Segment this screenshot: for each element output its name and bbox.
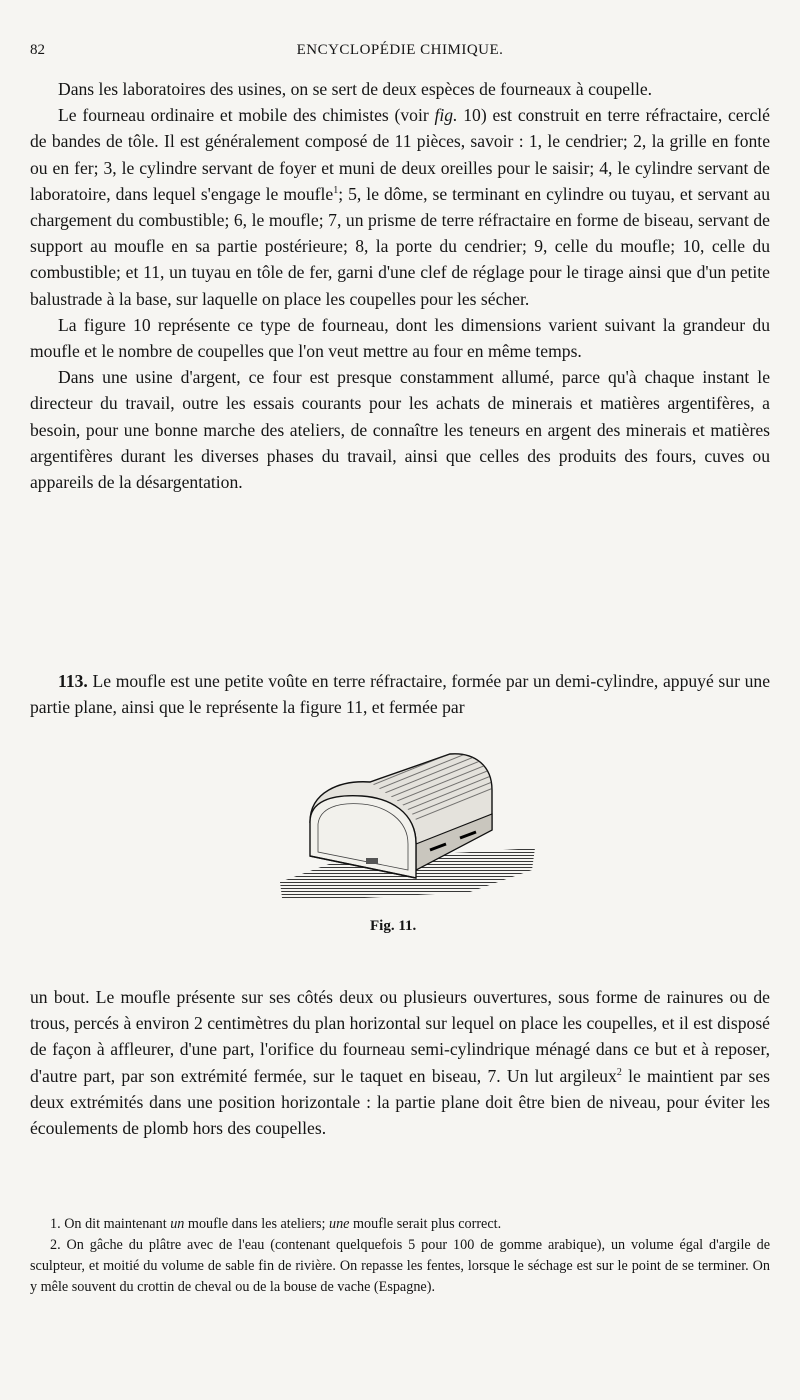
text-block-top xyxy=(30,76,770,495)
footnote-2: 2. On gâche du plâtre avec de l'eau (contenant quelquefois 5 pour 100 de gomme arabique), un volume égal d'argile de sculpteur, et moitié du volume de sable fin de rivière. On repasse les fentes, lorsque le séchage est sur le point de se terminer. On y mêle souvent du crottin de cheval ou de la bouse de vache (Espagne). xyxy=(30,1237,770,1295)
paragraph-1: Dans les laboratoires des usines, on se sert de deux espèces de fourneaux à coupelle. xyxy=(58,79,653,99)
fig-reference: fig. xyxy=(434,105,458,126)
figure-caption: Fig. 11. xyxy=(370,918,417,934)
muffle-figure xyxy=(270,752,540,912)
footnotes xyxy=(30,1214,770,1298)
paragraph-5: 113. Le moufle est une petite voûte en terre réfractaire, formée par un demi-cylindre, appuyé sur une partie plane, ainsi que le représente la figure 11, et fermée par xyxy=(30,671,770,718)
running-title: ENCYCLOPÉDIE CHIMIQUE. xyxy=(296,42,504,58)
footnote-ref-2: 2 xyxy=(616,1066,622,1078)
paragraph-6: un bout. Le moufle présente sur ses côtés deux ou plusieurs ouvertures, sous forme de rainures ou de trous, percés à environ 2 centimètres du plan horizontal sur lequel on place les coupelles, et il est disposé de façon à affleurer, d'une part, l'orifice du fourneau semi-cylindrique ménagé dans ce but et à reposer, d'autre part, par son extrémité fermée, sur le taquet en biseau, 7. Un lut argileux$^2$ le maintient par ses deux extrémités dans une position horizontale : la partie plane doit être bien de niveau, pour éviter les écoulements de plomb hors des coupelles. xyxy=(30,987,770,1139)
paragraph-4: Dans une usine d'argent, ce four est presque constamment allumé, parce qu'à chaque instant le directeur du travail, outre les essais courants pour les achats de minerais et matières argentifères, a besoin, pour une bonne marche des ateliers, de connaître les teneurs en argent des minerais et matières argentifères durant les diverses phases du travail, ainsi que celles des produits des fours, cuves ou appareils de la désargentation. xyxy=(30,367,770,493)
footnote-ref-1: 1 xyxy=(333,184,339,196)
paragraph-2: Le fourneau ordinaire et mobile des chimistes (voir fig. 10) est construit en terre réfractaire, cerclé de bandes de tôle. Il est généralement composé de 11 pièces, savoir : 1, le cendrier; 2, la grille en fonte ou en fer; 3, le cylindre servant de foyer et muni de deux oreilles pour le saisir; 4, le cylindre servant de laboratoire, dans lequel s'engage le moufle$^1$; 5, le dôme, se terminant en cylindre ou tuyau, et servant au chargement du combustible; 6, le moufle; 7, un prisme de terre réfractaire en forme de biseau, servant de support au moufle en sa partie postérieure; 8, la porte du cendrier; 9, celle du moufle; 10, celle du combustible; et 11, un tuyau en tôle de fer, garni d'une clef de réglage pour le tirage ainsi que d'un petite balustrade à la base, sur laquelle on place les coupelles pour les sécher. xyxy=(30,105,771,309)
footnote-1: 1. On dit maintenant un moufle dans les ateliers; une moufle serait plus correct. xyxy=(50,1216,502,1232)
page-header xyxy=(30,42,770,70)
paragraph-3: La figure 10 représente ce type de fourneau, dont les dimensions varient suivant la grandeur du moufle et le nombre de coupelles que l'on veut mettre au four en même temps. xyxy=(30,314,770,362)
text-block-section-113 xyxy=(30,668,770,720)
section-number: 113. xyxy=(58,671,88,691)
text-block-bottom xyxy=(30,984,770,1141)
muffle-illustration xyxy=(270,752,540,912)
cupel-object xyxy=(366,858,378,864)
page-number: 82 xyxy=(30,42,45,58)
